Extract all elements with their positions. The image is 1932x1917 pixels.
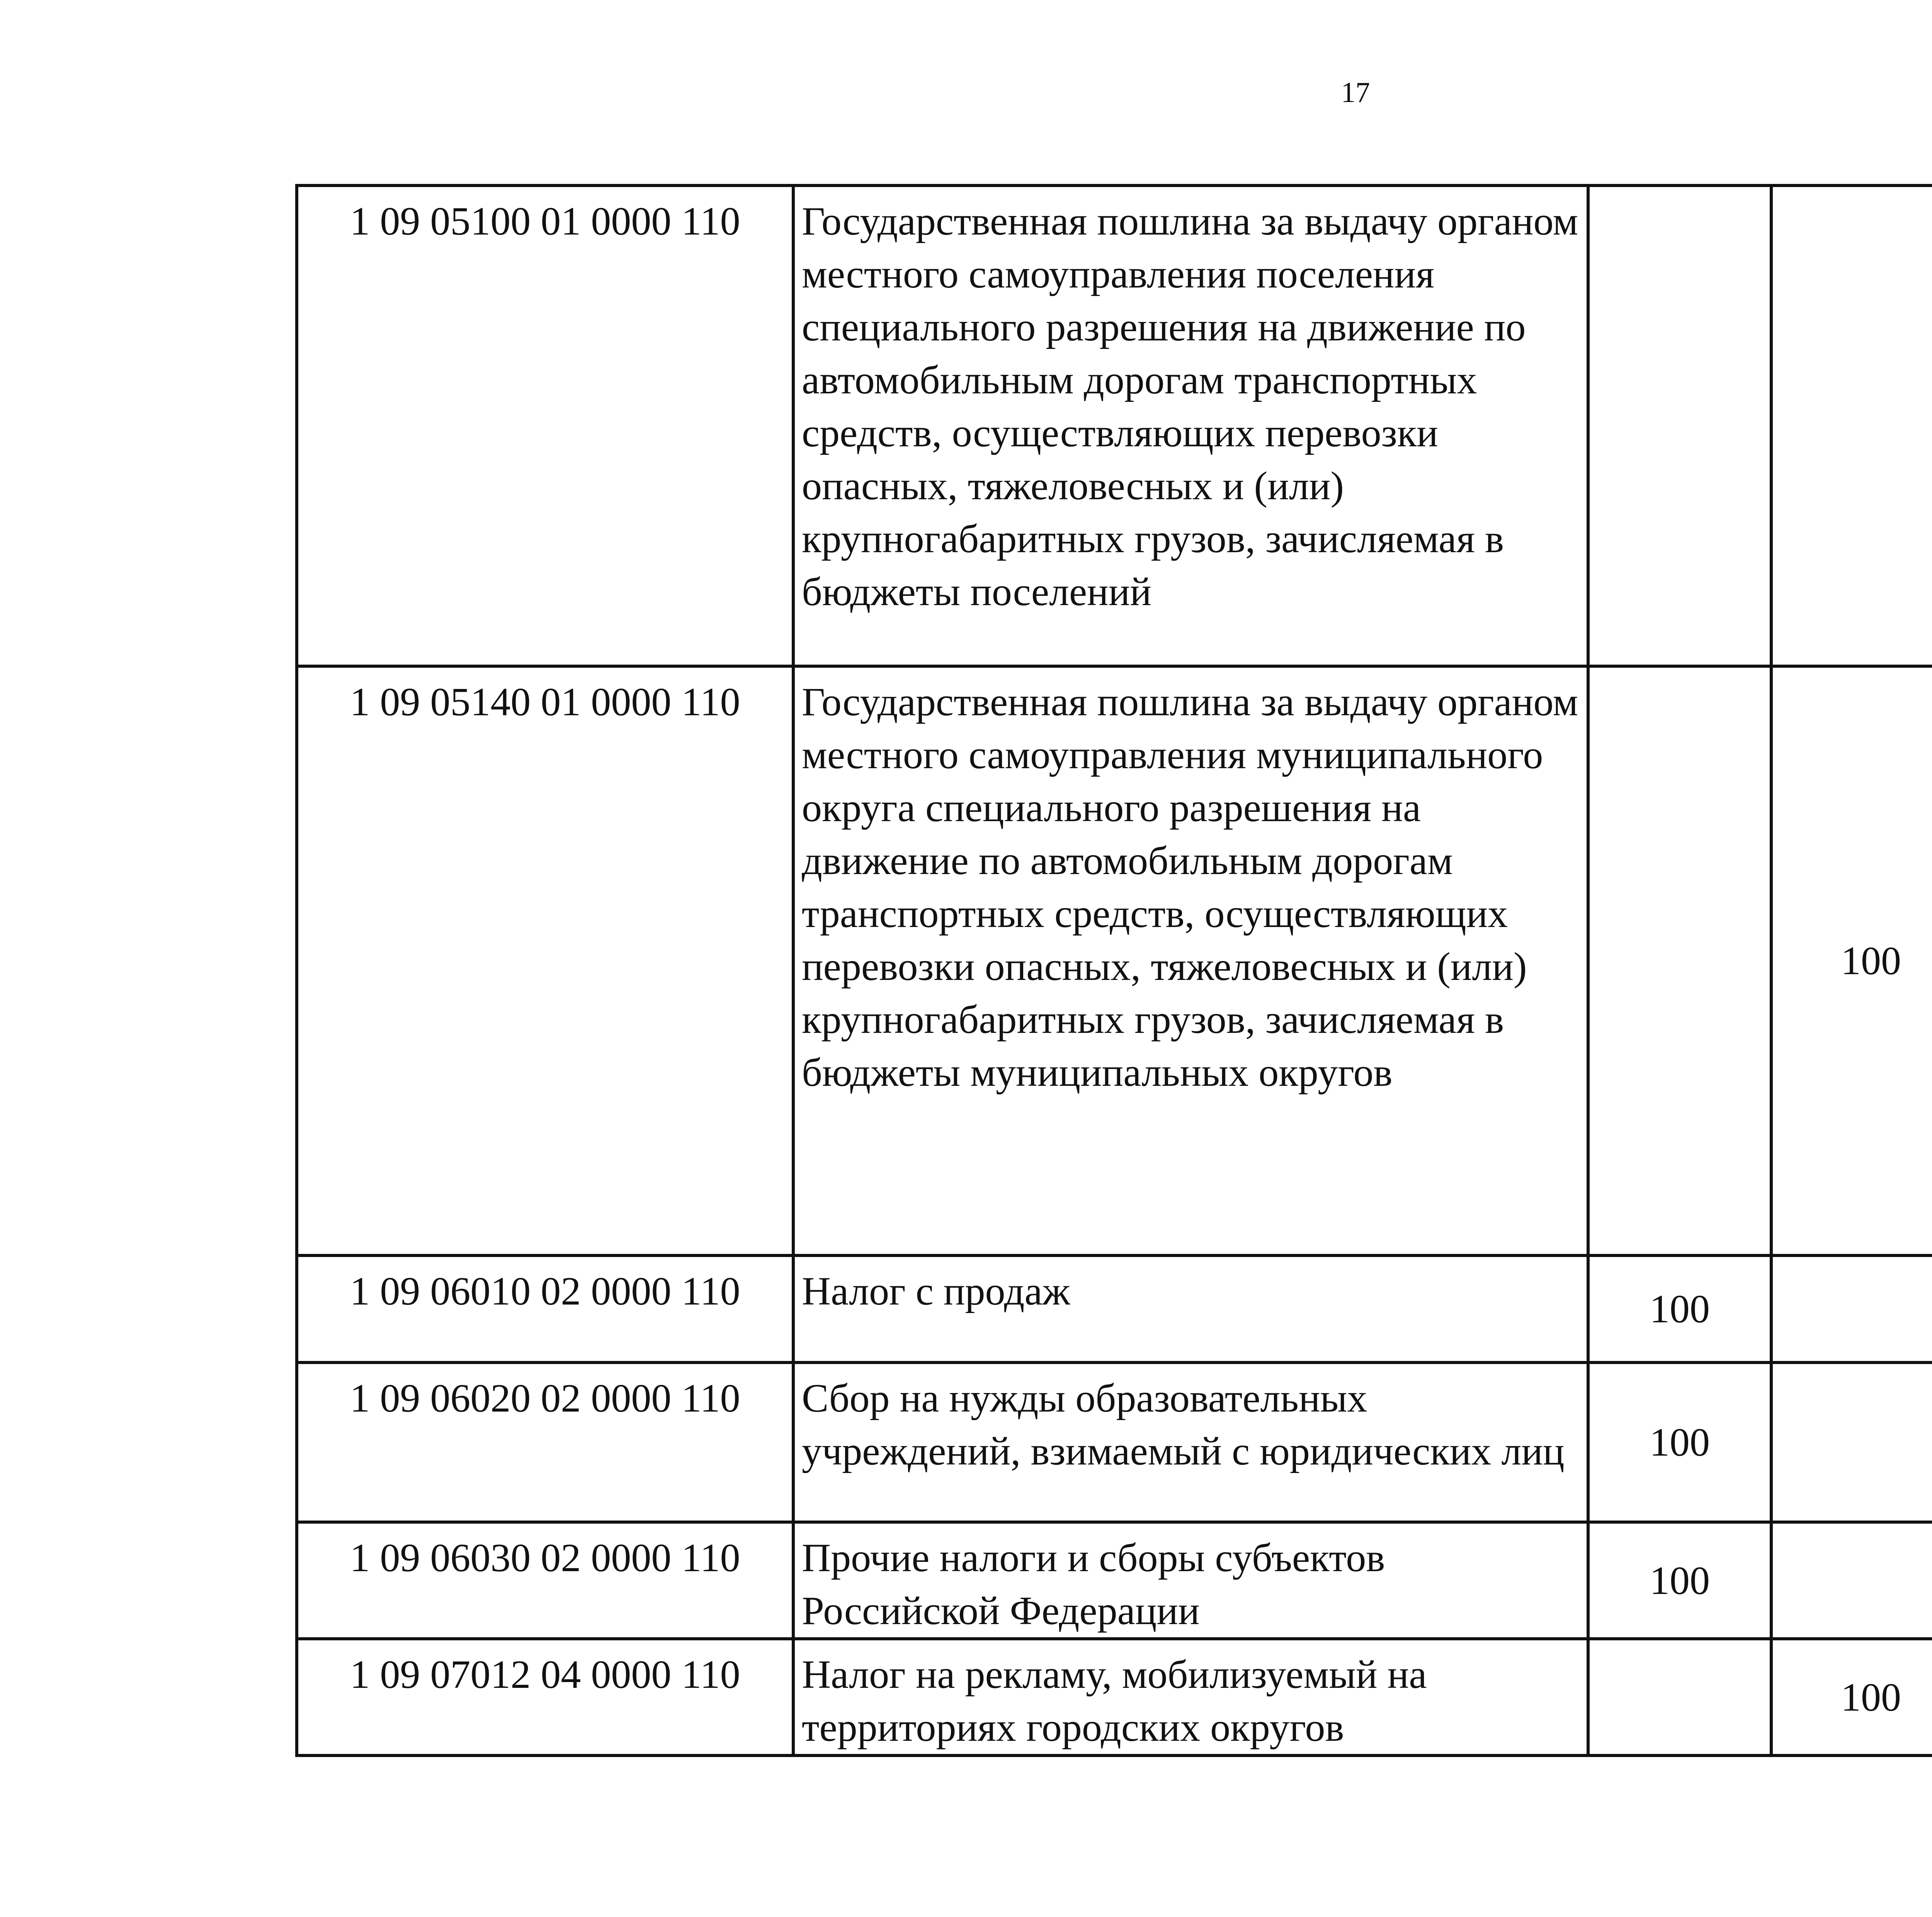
table-row xyxy=(297,1255,1932,1362)
revenue-name-cell: Государственная пошлина за выдачу органом местного самоуправления поселения специального разрешения на движение по автомобильным дорогам транспортных средств, осуществляющих перевозки опасных, тяжеловесных и (или) крупногабаритных грузов, зачисляемая в бюджеты поселений xyxy=(793,185,1588,666)
revenue-name-cell: Налог на рекламу, мобилизуемый на территориях городских округов xyxy=(793,1639,1588,1755)
budget-code-cell: 1 09 06030 02 0000 110 xyxy=(297,1522,793,1639)
value-cell-2 xyxy=(1771,185,1932,666)
value-cell-2: 100 xyxy=(1771,666,1932,1255)
value-cell-2 xyxy=(1771,1362,1932,1522)
table-row xyxy=(297,666,1932,1255)
budget-code-cell: 1 09 05140 01 0000 110 xyxy=(297,666,793,1255)
budget-code-cell: 1 09 06020 02 0000 110 xyxy=(297,1362,793,1522)
value-cell-1 xyxy=(1588,185,1771,666)
revenue-name-cell: Прочие налоги и сборы субъектов Российской Федерации xyxy=(793,1522,1588,1639)
revenue-name-cell: Государственная пошлина за выдачу органом местного самоуправления муниципального округа специального разрешения на движение по автомобильным дорогам транспортных средств, осуществляющих перевозки опасных, тяжеловесных и (или) крупногабаритных грузов, зачисляемая в бюджеты муниципальных округов xyxy=(793,666,1588,1255)
budget-code-cell: 1 09 06010 02 0000 110 xyxy=(297,1255,793,1362)
table-row xyxy=(297,1639,1932,1755)
value-cell-1 xyxy=(1588,1639,1771,1755)
budget-code-cell: 1 09 05100 01 0000 110 xyxy=(297,185,793,666)
table-row xyxy=(297,1522,1932,1639)
value-cell-1: 100 xyxy=(1588,1362,1771,1522)
revenue-name-cell: Налог с продаж xyxy=(793,1255,1588,1362)
page-number: 17 xyxy=(1341,77,1370,109)
value-cell-2 xyxy=(1771,1255,1932,1362)
value-cell-1: 100 xyxy=(1588,1522,1771,1639)
budget-code-cell: 1 09 07012 04 0000 110 xyxy=(297,1639,793,1755)
table-row xyxy=(297,1362,1932,1522)
value-cell-1: 100 xyxy=(1588,1255,1771,1362)
value-cell-2: 100 xyxy=(1771,1639,1932,1755)
table-row xyxy=(297,185,1932,666)
revenue-distribution-table xyxy=(295,184,1932,1757)
revenue-name-cell: Сбор на нужды образовательных учреждений, взимаемый с юридических лиц xyxy=(793,1362,1588,1522)
value-cell-2 xyxy=(1771,1522,1932,1639)
value-cell-1 xyxy=(1588,666,1771,1255)
